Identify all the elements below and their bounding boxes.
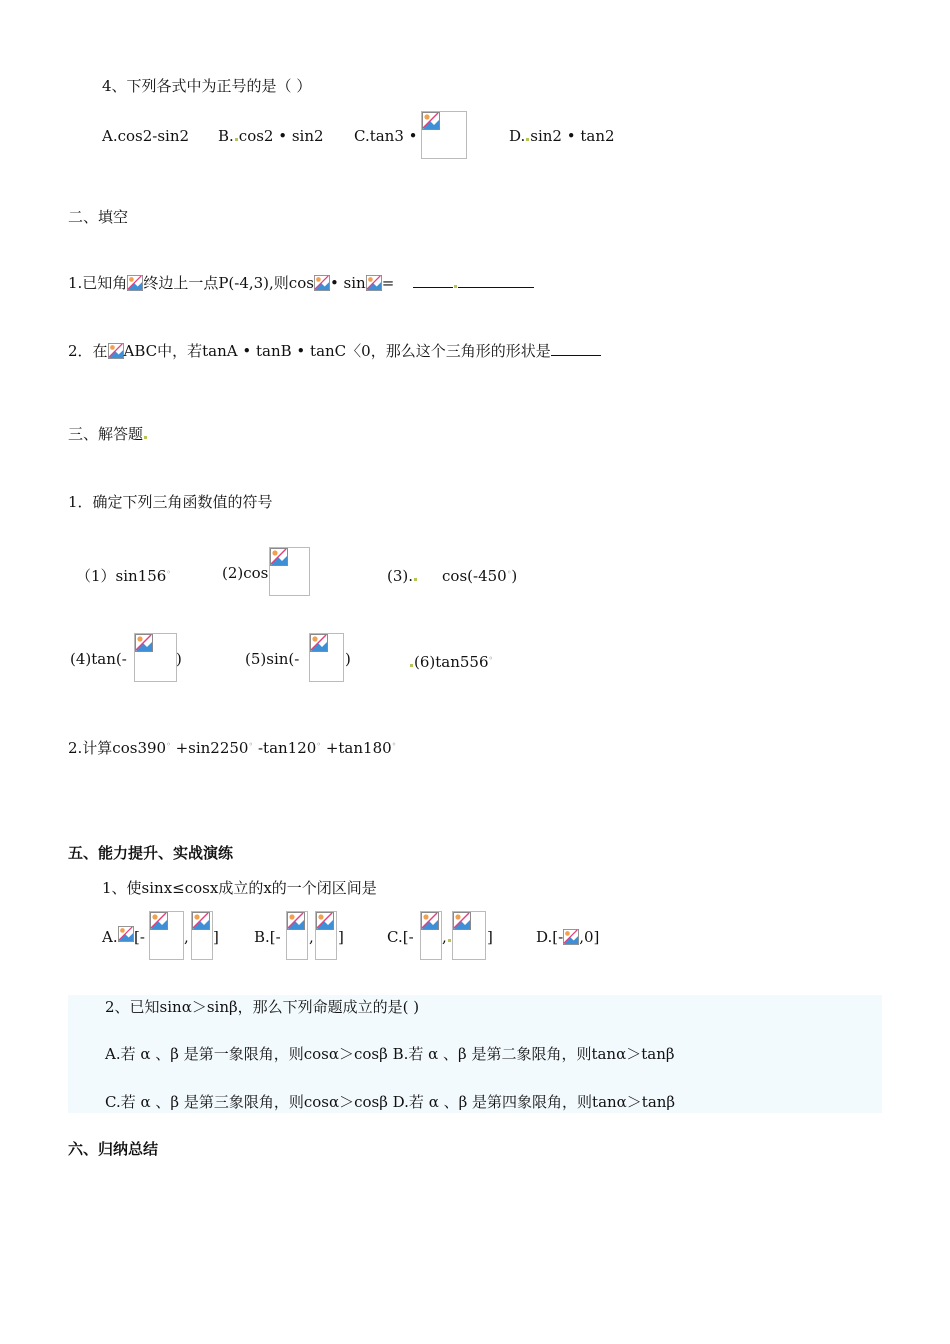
- formula-image-frame: [309, 633, 344, 682]
- ability-option-a-comma: ,: [184, 928, 189, 946]
- q4-option-d: D. sin2 • tan2: [509, 127, 615, 145]
- item-6: (6)tan556◦: [409, 649, 493, 672]
- item-5: (5)sin(-: [245, 650, 300, 668]
- answer-blank[interactable]: [458, 273, 534, 288]
- ability-option-c-comma: ,: [442, 927, 452, 947]
- formula-image-frame: [134, 633, 177, 682]
- formula-image-frame: [149, 911, 184, 960]
- ability-option-a: A.: [102, 928, 118, 946]
- q4-stem: 4、下列各式中为正号的是（ ）: [102, 77, 312, 95]
- q4-option-a: A.cos2-sin2: [102, 127, 190, 145]
- section-answer-title: 三、解答题: [68, 424, 148, 444]
- answer-question-2: 2.计算cos390◦ +sin2250◦ -tan120◦ +tan180◦: [68, 739, 397, 757]
- ability-option-b-close: ]: [338, 928, 344, 946]
- ability-option-b-comma: ,: [309, 928, 314, 946]
- image-placeholder-icon: [563, 929, 579, 945]
- answer-question-1: 1．确定下列三角函数值的符号: [68, 493, 273, 511]
- ability-option-c: C.[-: [387, 928, 414, 946]
- image-placeholder-icon: [150, 912, 168, 930]
- ability-question-1: 1、使sinx≤cosx成立的x的一个闭区间是: [102, 879, 377, 897]
- q4-option-b: B. cos2 • sin2: [218, 127, 324, 145]
- image-placeholder-icon: [453, 912, 471, 930]
- image-placeholder-icon: [127, 275, 143, 291]
- item-1: （1）sin156◦: [76, 567, 172, 585]
- item-5-close: ): [345, 650, 351, 668]
- ability-option-a-close: ]: [213, 928, 219, 946]
- image-placeholder-icon: [421, 912, 439, 930]
- ability-question-2: 2、已知sinα＞sinβ，那么下列命题成立的是( ): [105, 998, 420, 1016]
- formula-image-frame: [452, 911, 486, 960]
- fill-question-2: 2．在 ABC中，若tanA • tanB • tanC〈0，那么这个三角形的形状是: [68, 341, 601, 361]
- image-placeholder-icon: [314, 275, 330, 291]
- item-3: (3). cos(-450◦): [387, 567, 518, 585]
- image-placeholder-icon: [310, 634, 328, 652]
- formula-image-frame: [315, 911, 337, 960]
- answer-blank[interactable]: [551, 341, 601, 356]
- image-placeholder-icon: [118, 926, 134, 942]
- formula-image-frame: [286, 911, 308, 960]
- formula-image-frame: [421, 111, 467, 159]
- image-placeholder-icon: [287, 912, 305, 930]
- item-2: (2)cos: [222, 564, 269, 582]
- image-placeholder-icon: [108, 343, 124, 359]
- image-placeholder-icon: [135, 634, 153, 652]
- image-placeholder-icon: [316, 912, 334, 930]
- formula-image-frame: [420, 911, 442, 960]
- image-placeholder-icon: [422, 112, 440, 130]
- image-placeholder-icon: [366, 275, 382, 291]
- section-fill-title: 二、填空: [68, 208, 129, 226]
- ability-question-2-options-cd: C.若 α 、β 是第三象限角，则cosα＞cosβ D.若 α 、β 是第四象限角，则tanα＞tanβ: [105, 1093, 676, 1111]
- formula-image-frame: [269, 547, 310, 596]
- ability-option-a-open: [-: [134, 928, 145, 946]
- ability-question-2-options-ab: A.若 α 、β 是第一象限角，则cosα＞cosβ B.若 α 、β 是第二象限角，则tanα＞tanβ: [105, 1045, 675, 1063]
- image-placeholder-icon: [270, 548, 288, 566]
- formula-image-frame: [191, 911, 213, 960]
- ability-option-c-close: ]: [487, 928, 493, 946]
- section-summary-title: 六、归纳总结: [68, 1140, 159, 1158]
- answer-blank[interactable]: [413, 273, 453, 288]
- item-4: (4)tan(-: [70, 650, 127, 668]
- q4-option-c: C.tan3 •: [354, 127, 418, 145]
- section-ability-title: 五、能力提升、实战演练: [68, 844, 234, 862]
- fill-question-1: 1.已知角 终边上一点P(-4,3),则cos • sin =: [68, 273, 534, 293]
- image-placeholder-icon: [192, 912, 210, 930]
- ability-option-b: B.[-: [254, 928, 281, 946]
- item-4-close: ): [176, 650, 182, 668]
- ability-option-d: D.[- ,0]: [536, 928, 600, 946]
